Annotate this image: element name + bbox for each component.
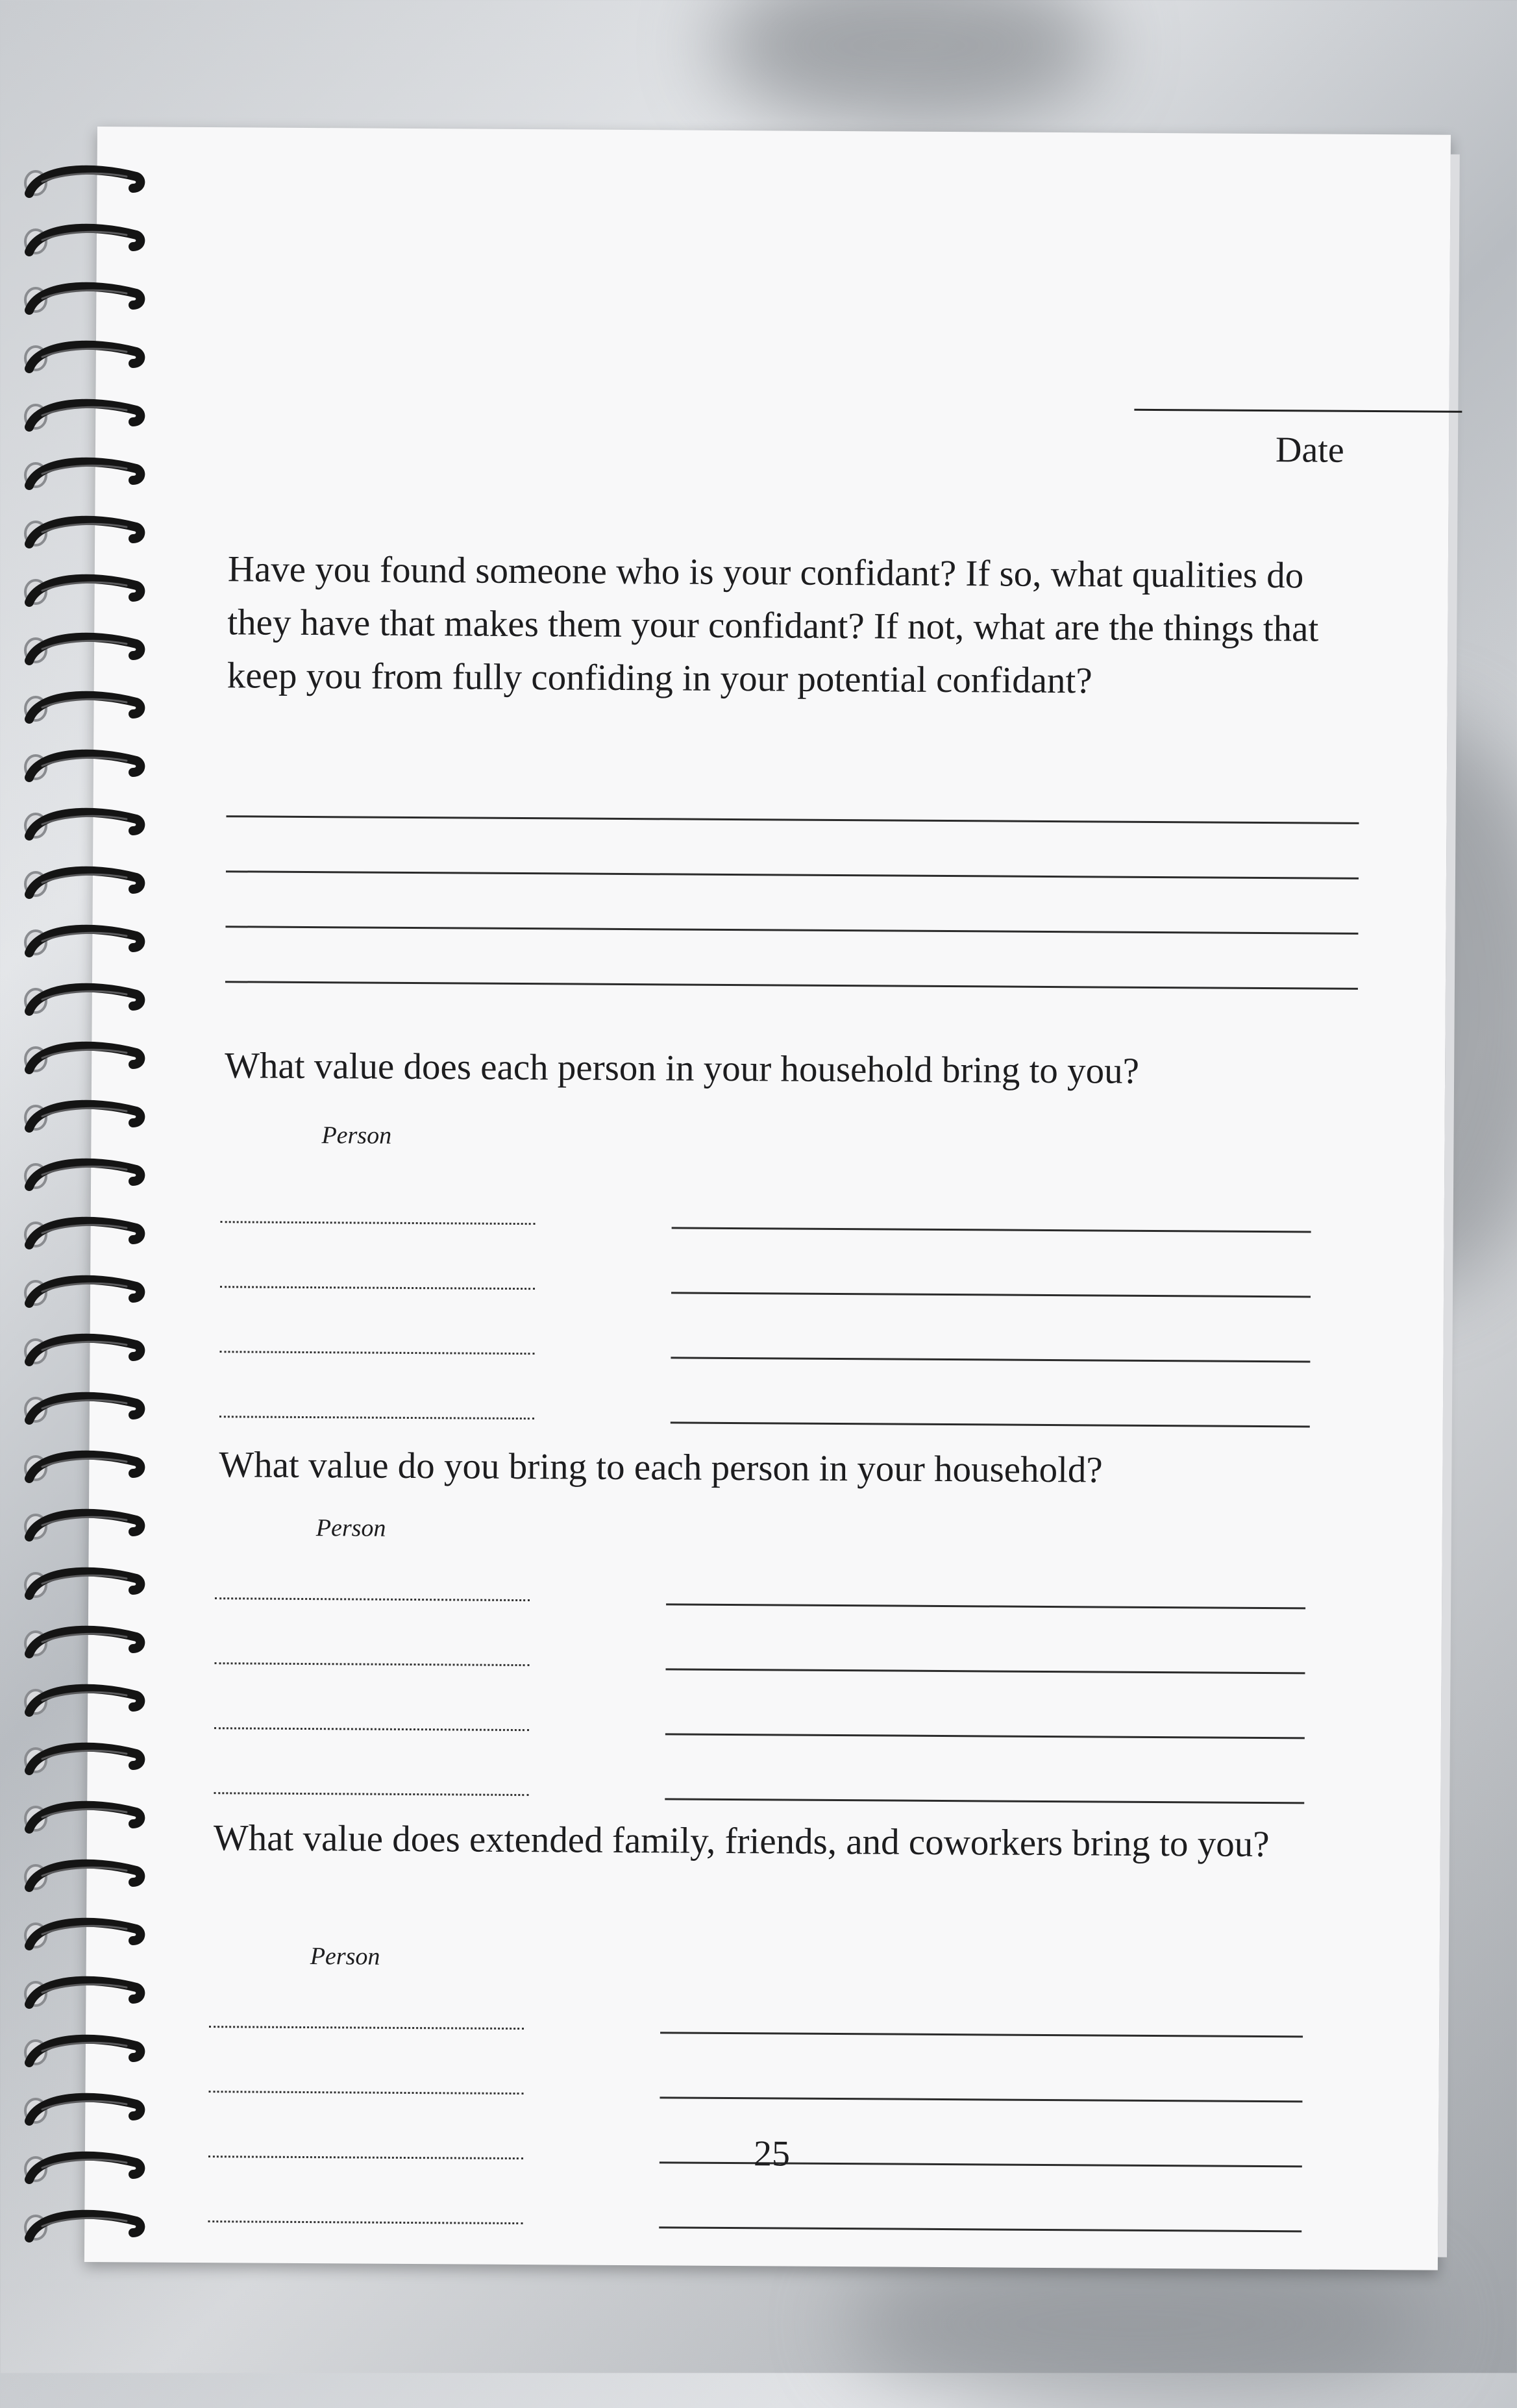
spiral-coil	[13, 1331, 149, 1370]
spiral-coil	[13, 863, 149, 902]
spiral-coil	[13, 1681, 149, 1720]
person-name-line[interactable]	[215, 1662, 530, 1666]
spiral-coil	[13, 1973, 149, 2012]
answer-line[interactable]	[225, 981, 1358, 990]
spiral-coil	[13, 1389, 149, 1428]
spiral-coil	[13, 1038, 149, 1077]
spiral-coil	[13, 2090, 149, 2129]
answer-line[interactable]	[225, 926, 1358, 935]
person-column-label: Person	[310, 1943, 380, 1971]
question-household-to-you: What value does each person in your household bring to you?	[224, 1045, 1140, 1092]
person-column-label: Person	[315, 1514, 386, 1542]
answer-line[interactable]	[226, 870, 1359, 879]
spiral-coil	[13, 396, 149, 435]
value-line[interactable]	[665, 1733, 1305, 1739]
spiral-coil	[13, 2032, 149, 2070]
spiral-coil	[13, 1447, 149, 1486]
person-name-line[interactable]	[219, 1416, 534, 1419]
spiral-coil	[13, 688, 149, 727]
value-line[interactable]	[665, 1798, 1304, 1804]
spiral-coil	[13, 1097, 149, 1136]
value-line[interactable]	[671, 1357, 1310, 1362]
value-line[interactable]	[666, 1603, 1305, 1609]
spiral-coil	[13, 571, 149, 610]
notebook-page	[84, 127, 1451, 2270]
value-line[interactable]	[671, 1421, 1310, 1427]
spiral-coil	[13, 1272, 149, 1311]
spiral-coil	[13, 1623, 149, 1662]
value-line[interactable]	[665, 1668, 1305, 1674]
person-name-line[interactable]	[220, 1286, 535, 1290]
spiral-coil	[13, 162, 149, 201]
value-line[interactable]	[659, 2226, 1301, 2232]
person-name-line[interactable]	[221, 1221, 536, 1225]
spiral-coil	[13, 1155, 149, 1194]
spiral-coil	[13, 922, 149, 961]
person-name-line[interactable]	[208, 2156, 523, 2159]
person-name-line[interactable]	[209, 2026, 524, 2030]
spiral-coil	[13, 1564, 149, 1603]
spiral-coil	[13, 513, 149, 552]
spiral-coil	[13, 1506, 149, 1545]
spiral-coil	[13, 279, 149, 318]
spiral-coil	[13, 746, 149, 785]
date-label: Date	[1275, 430, 1344, 471]
value-line[interactable]	[660, 2096, 1302, 2102]
person-name-line[interactable]	[208, 2220, 523, 2224]
spiral-coil	[13, 1915, 149, 1954]
person-name-line[interactable]	[214, 1727, 529, 1731]
question-extended-to-you: What value does extended family, friends, and coworkers bring to you?	[213, 1817, 1270, 1865]
person-name-line[interactable]	[215, 1597, 530, 1601]
spiral-coil	[13, 1798, 149, 1837]
spiral-coil	[13, 221, 149, 260]
spiral-binding	[0, 162, 162, 2265]
spiral-coil	[13, 1214, 149, 1253]
person-name-line[interactable]	[219, 1351, 534, 1355]
page-number: 25	[753, 2133, 791, 2174]
spiral-coil	[13, 980, 149, 1019]
value-line[interactable]	[671, 1292, 1311, 1297]
spiral-coil	[13, 2207, 149, 2246]
question-you-to-household: What value do you bring to each person in your household?	[219, 1444, 1103, 1491]
person-name-line[interactable]	[208, 2091, 523, 2095]
spiral-coil	[13, 2148, 149, 2187]
value-line[interactable]	[660, 2032, 1303, 2037]
person-column-label: Person	[321, 1122, 392, 1149]
person-name-line[interactable]	[214, 1792, 528, 1796]
value-line[interactable]	[672, 1227, 1311, 1233]
spiral-coil	[13, 454, 149, 493]
spiral-coil	[13, 1856, 149, 1895]
question-confidant: Have you found someone who is your confidant? If so, what qualities do they have that makes them your confidant? If not, what are the things that keep you from fully confiding in your potential confidant?	[227, 548, 1319, 702]
date-line[interactable]	[1134, 409, 1462, 413]
spiral-coil	[13, 630, 149, 669]
spiral-coil	[13, 338, 149, 376]
answer-line[interactable]	[227, 815, 1359, 824]
spiral-coil	[13, 805, 149, 844]
spiral-coil	[13, 1739, 149, 1778]
